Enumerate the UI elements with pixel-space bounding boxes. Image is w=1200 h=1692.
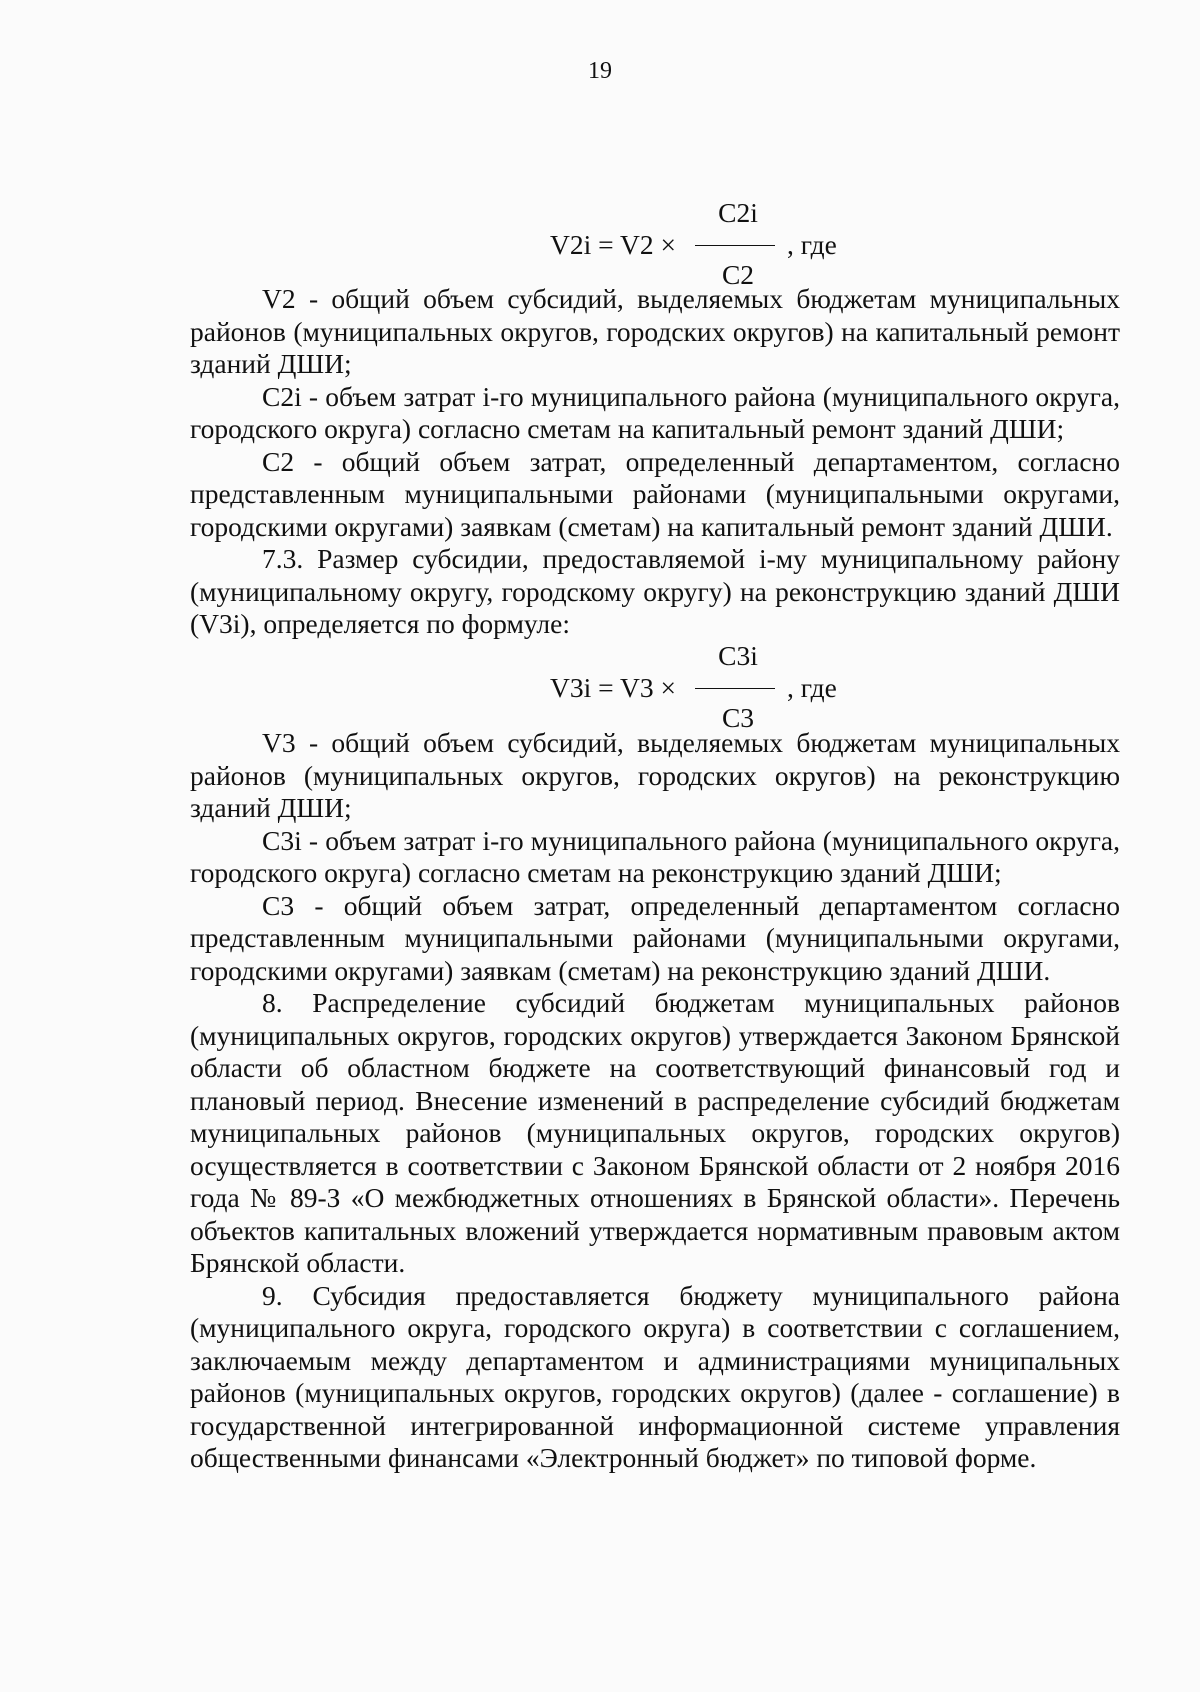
formula-lhs: V3i = V3 × bbox=[550, 672, 677, 703]
paragraph-9: 9. Субсидия предоставляется бюджету муниципального района (муниципального округа, городского округа) в соответствии с соглашением, заключаемым между департаментом и администрациями муниципальных районов (муниципальных округов, городских округов) (далее - соглашение) в государственной интегрированной информационной системе управления общественными финансами «Электронный бюджет» по типовой форме. bbox=[190, 1279, 1120, 1473]
definitions-block-1 bbox=[190, 283, 1120, 641]
paragraph-c3i-definition: C3i - объем затрат i-го муниципального района (муниципального округа, городского округа) согласно сметам на реконструкцию зданий ДШИ; bbox=[190, 824, 1120, 888]
fraction-bar bbox=[695, 245, 775, 246]
formula-denominator: C2 bbox=[721, 259, 755, 290]
formula-denominator: C3 bbox=[721, 702, 755, 733]
paragraph-c3-definition: C3 - общий объем затрат, определенный департаментом согласно представленным муниципальными районами (муниципальными округами, городскими округами) заявкам (сметам) на реконструкцию зданий ДШИ. bbox=[190, 889, 1120, 986]
formula-lhs: V2i = V2 × bbox=[550, 229, 677, 260]
paragraph-8: 8. Распределение субсидий бюджетам муниципальных районов (муниципальных округов, городских округов) утверждается Законом Брянской области об областном бюджете на соответствующий финансовый год и плановый период. Внесение изменений в распределение субсидий бюджетам муниципальных районов (муниципальных округов, городских округов) осуществляется в соответствии с Законом Брянской области от 2 ноября 2016 года № 89-З «О межбюджетных отношениях в Брянской области». Перечень объектов капитальных вложений утверждается нормативным правовым актом Брянской области. bbox=[190, 987, 1120, 1278]
paragraph-7-3: 7.3. Размер субсидии, предоставляемой i-му муниципальному району (муниципальному округу, городскому округу) на реконструкцию зданий ДШИ (V3i), определяется по формуле: bbox=[190, 543, 1120, 639]
paragraph-v3-definition: V3 - общий объем субсидий, выделяемых бюджетам муниципальных районов (муниципальных округов, городских округов) на реконструкцию зданий ДШИ; bbox=[190, 727, 1120, 823]
formula-suffix: , где bbox=[787, 672, 837, 703]
paragraph-v2-definition: V2 - общий объем субсидий, выделяемых бюджетам муниципальных районов (муниципальных округов, городских округов) на капитальный ремонт зданий ДШИ; bbox=[190, 283, 1120, 379]
fraction-bar bbox=[695, 688, 775, 689]
formula-suffix: , где bbox=[787, 229, 837, 260]
formula-numerator: C2i bbox=[718, 197, 758, 228]
formula-numerator: C3i bbox=[718, 640, 758, 671]
formula-v3i bbox=[0, 640, 1200, 740]
paragraph-c2-definition: C2 - общий объем затрат, определенный департаментом, согласно представленным муниципальными районами (муниципальными округами, городскими округами) заявкам (сметам) на капитальный ремонт зданий ДШИ. bbox=[190, 445, 1120, 542]
definitions-block-2 bbox=[190, 727, 1120, 1475]
paragraph-c2i-definition: C2i - объем затрат i-го муниципального района (муниципального округа, городского округа) согласно сметам на капитальный ремонт зданий ДШИ; bbox=[190, 380, 1120, 444]
page-number: 19 bbox=[588, 58, 612, 84]
formula-v2i bbox=[0, 197, 1200, 297]
